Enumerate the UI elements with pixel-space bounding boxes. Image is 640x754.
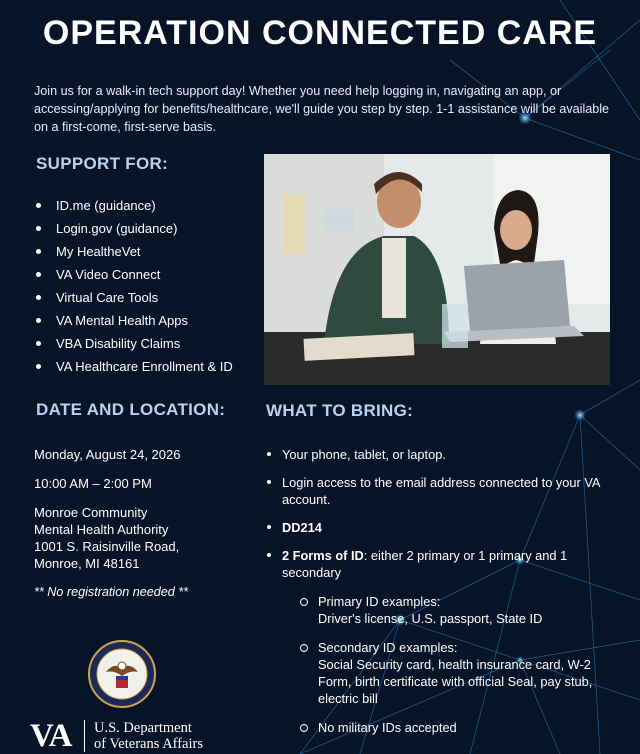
va-mark: VA — [30, 718, 72, 754]
list-item — [282, 593, 616, 627]
list-item: Virtual Care Tools — [36, 288, 233, 311]
list-item: Your phone, tablet, or laptop. — [266, 446, 616, 463]
list-item: VA Healthcare Enrollment & ID — [36, 357, 233, 380]
list-item: VBA Disability Claims — [36, 334, 233, 357]
list-item — [266, 519, 616, 536]
secondary-id-title: Secondary ID examples: — [318, 640, 458, 655]
what-to-bring-heading: WHAT TO BRING: — [266, 401, 414, 420]
date-location-heading: DATE AND LOCATION: — [36, 400, 226, 419]
dd214-label: DD214 — [282, 520, 322, 535]
address-line: 1001 S. Raisinville Road, — [34, 539, 180, 554]
secondary-id-text: Social Security card, health insurance card, W-2 Form, birth certificate with official Seal, pay stub, electric bill — [318, 657, 593, 706]
primary-id-text: Driver's license, U.S. passport, State ID — [318, 611, 543, 626]
what-to-bring-list — [266, 446, 616, 748]
list-item: VA Mental Health Apps — [36, 311, 233, 334]
intro-paragraph: Join us for a walk-in tech support day! Whether you need help logging in, navigating an app, or accessing/applying for benefits/healthcare, we'll guide you step by step. 1-1 assistance will be available on a first-come, first-serve basis. — [34, 84, 610, 134]
id-examples-list — [282, 593, 616, 736]
support-list — [36, 196, 233, 380]
list-item: Login access to the email address connected to your VA account. — [266, 474, 616, 508]
department-name-line: U.S. Department — [94, 720, 192, 736]
event-time: 10:00 AM – 2:00 PM — [34, 476, 152, 491]
list-item: Login.gov (guidance) — [36, 219, 233, 242]
department-name-line: of Veterans Affairs — [94, 736, 203, 752]
list-item — [266, 547, 616, 736]
logo-divider — [84, 720, 85, 752]
registration-note: ** No registration needed ** — [34, 585, 189, 599]
photo-people-at-laptop — [264, 154, 610, 385]
list-item: ID.me (guidance) — [36, 196, 233, 219]
venue-line: Mental Health Authority — [34, 522, 169, 537]
forms-of-id-detail: : either 2 primary or 1 primary and 1 secondary — [282, 548, 568, 580]
support-heading: SUPPORT FOR: — [36, 154, 169, 173]
list-item: VA Video Connect — [36, 265, 233, 288]
page-title: OPERATION CONNECTED CARE — [42, 14, 598, 52]
va-seal-logo — [88, 640, 156, 708]
primary-id-title: Primary ID examples: — [318, 594, 441, 609]
department-name — [94, 720, 254, 752]
list-item: My HealtheVet — [36, 242, 233, 265]
event-date: Monday, August 24, 2026 — [34, 447, 181, 462]
forms-of-id-label: 2 Forms of ID — [282, 548, 364, 563]
date-location-block — [34, 446, 254, 601]
list-item — [282, 639, 616, 707]
address-line: Monroe, MI 48161 — [34, 556, 140, 571]
list-item: No military IDs accepted — [282, 719, 616, 736]
venue-line: Monroe Community — [34, 505, 148, 520]
